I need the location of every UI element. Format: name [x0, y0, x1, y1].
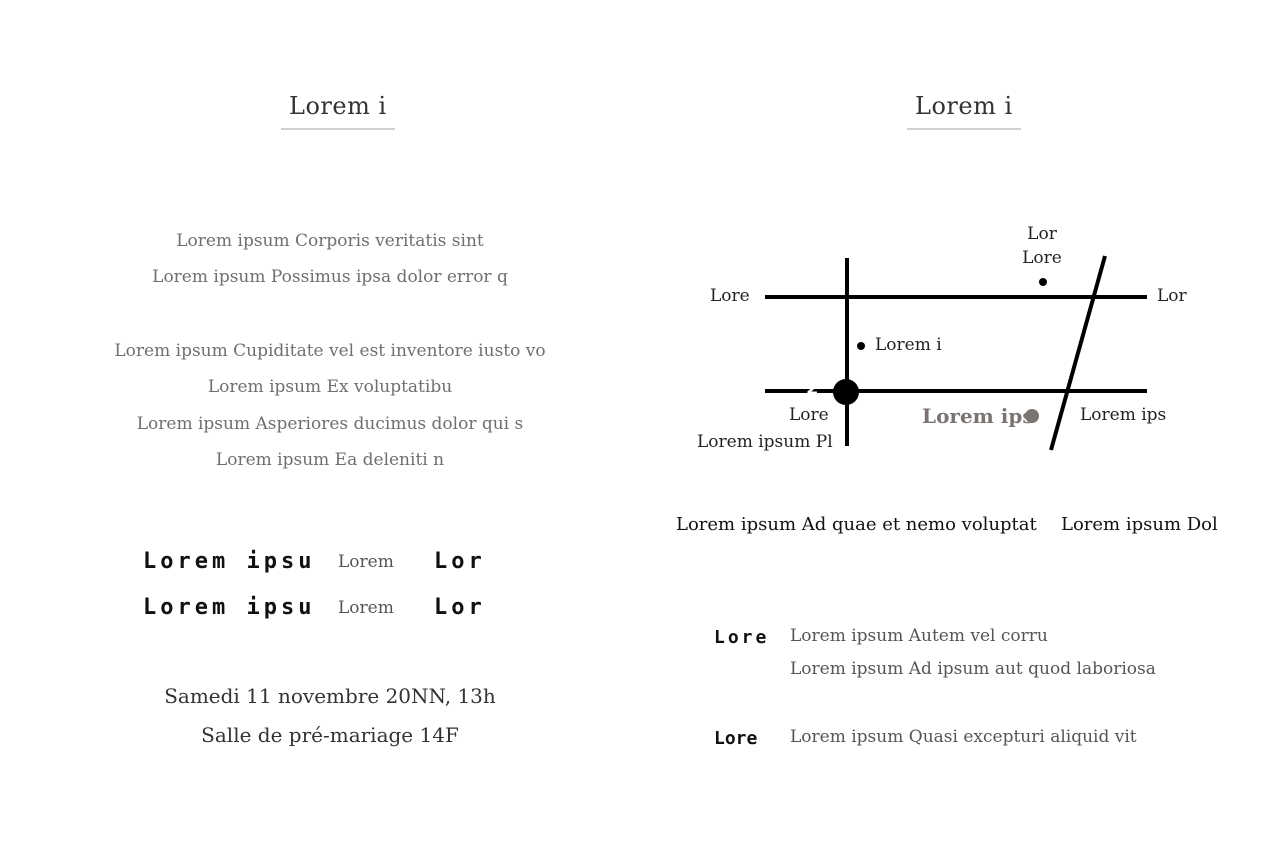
relation-label: Lorem — [338, 552, 394, 572]
map-label-station-sub: Lorem ipsum Pl — [697, 432, 833, 452]
child-name: Lor — [434, 549, 486, 574]
invitation-title: Lorem i — [281, 92, 395, 130]
event-venue: Salle de pré-mariage 14F — [201, 723, 459, 747]
transport-line: Lorem ipsum Quasi excepturi aliquid vit — [790, 727, 1137, 747]
message-line-3: Lorem ipsum Cupiditate vel est inventore iusto vo — [114, 341, 546, 361]
transport-line: Lorem ipsum Autem vel corru — [790, 626, 1048, 646]
message-line-2: Lorem ipsum Possimus ipsa dolor error q — [152, 267, 508, 287]
map-label-poi: Lorem i — [875, 335, 942, 355]
location-panel — [660, 0, 1280, 866]
family-row-2 — [0, 595, 660, 625]
map-label-west: Lore — [710, 286, 750, 306]
message-line-6: Lorem ipsum Ea deleniti n — [215, 450, 445, 470]
map-label-venue: Lorem ips — [922, 404, 1034, 428]
map-label-top-2: Lore — [1022, 248, 1062, 268]
relation-label: Lorem — [338, 598, 394, 618]
transport-line: Lorem ipsum Ad ipsum aut quod laboriosa — [790, 659, 1156, 679]
event-date: Samedi 11 novembre 20NN, 13h — [164, 684, 496, 708]
message-line-4: Lorem ipsum Ex voluptatibu — [207, 377, 453, 397]
map-label-right: Lorem ips — [1080, 405, 1167, 425]
address-extra: Lorem ipsum Dol — [1061, 514, 1218, 535]
child-name: Lor — [434, 595, 486, 620]
station-number: 2 — [806, 378, 819, 399]
map-label-east: Lor — [1157, 286, 1187, 306]
address-main: Lorem ipsum Ad quae et nemo voluptat — [676, 514, 1037, 535]
parents-names: Lorem ipsu — [143, 549, 316, 574]
message-line-1: Lorem ipsum Corporis veritatis sint — [176, 231, 484, 251]
top-dot — [1039, 278, 1047, 286]
map-label-station: Lore — [789, 405, 829, 425]
family-row-1 — [0, 549, 660, 579]
transport-heading-2: Lore — [714, 728, 758, 749]
poi-dot — [857, 342, 865, 350]
message-line-5: Lorem ipsum Asperiores ducimus dolor qui s — [136, 414, 524, 434]
location-title: Lorem i — [907, 92, 1021, 130]
station-marker — [833, 379, 859, 405]
map-label-top-1: Lor — [1027, 224, 1057, 244]
transport-heading-1: Lore — [714, 627, 770, 648]
parents-names: Lorem ipsu — [143, 595, 316, 620]
